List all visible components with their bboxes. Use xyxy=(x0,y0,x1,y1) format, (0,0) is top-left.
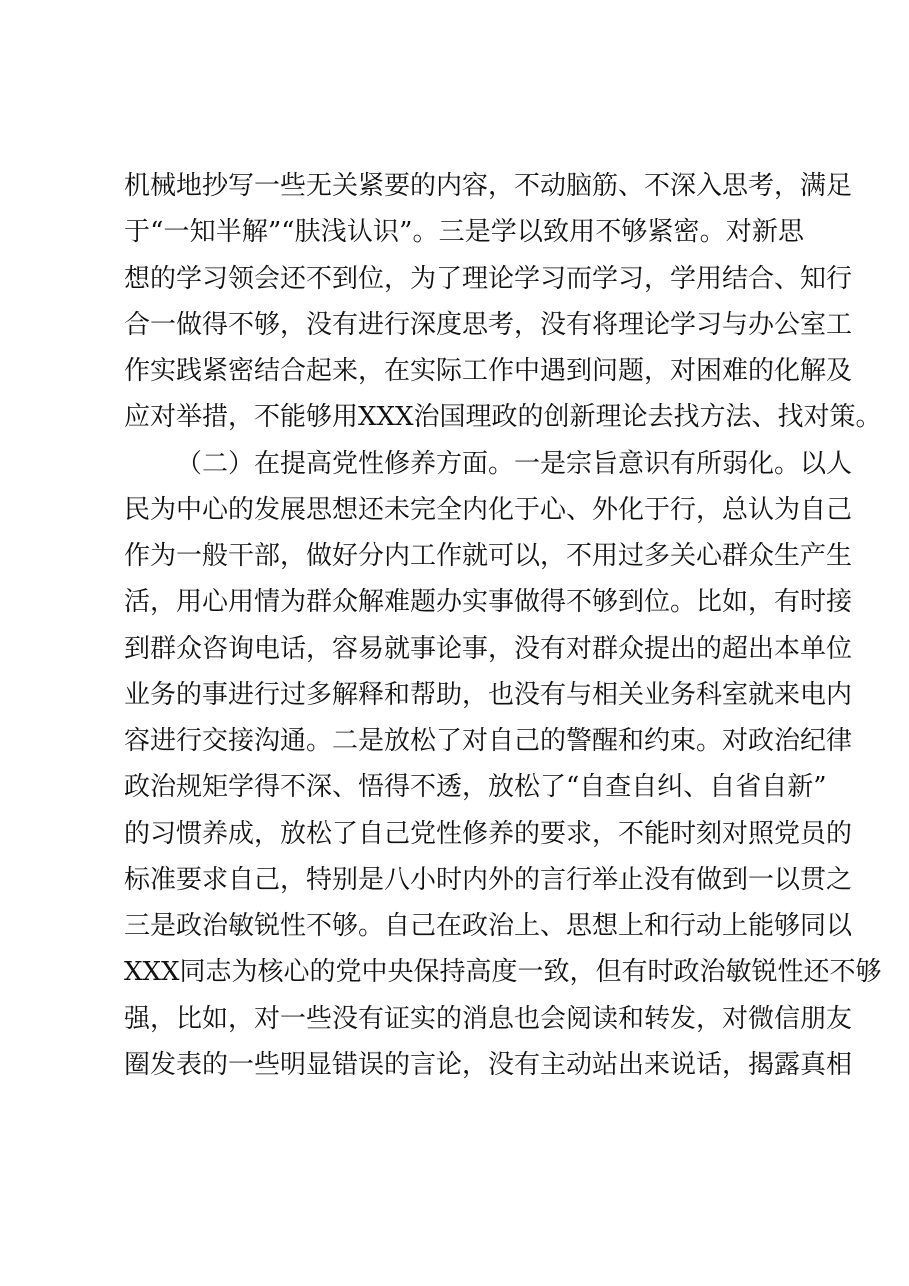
text-line: 的习惯养成，放松了自己党性修养的要求，不能时刻对照党员的 xyxy=(124,818,853,849)
text-line: 圈发表的一些明显错误的言论，没有主动站出来说话，揭露真相 xyxy=(124,1049,853,1080)
text-line: 三是政治敏锐性不够。自己在政治上、思想上和行动上能够同以 xyxy=(124,911,853,941)
text-line: 强，比如，对一些没有证实的消息也会阅读和转发，对微信朋友 xyxy=(124,1003,853,1034)
text-line: 到群众咨询电话，容易就事论事，没有对群众提出的超出本单位 xyxy=(124,633,853,664)
text-line: 政治规矩学得不深、悟得不透，放松了“自查自纠、自省自新” xyxy=(124,772,827,803)
text-line: 业务的事进行过多解释和帮助，也没有与相关业务科室就来电内 xyxy=(124,679,853,710)
text-line: 作为一般干部，做好分内工作就可以，不用过多关心群众生产生 xyxy=(124,541,853,571)
text-line: XXX同志为核心的党中央保持高度一致，但有时政治敏锐性还不够 xyxy=(124,957,882,988)
text-line: 于“一知半解”“肤浅认识”。三是学以致用不够紧密。对新思 xyxy=(124,217,804,248)
text-line: 应对举措，不能够用XXX治国理政的创新理论去找方法、找对策。 xyxy=(124,402,882,433)
text-line: 民为中心的发展思想还未完全内化于心、外化于行，总认为自己 xyxy=(124,494,853,525)
text-line: 想的学习领会还不到位，为了理论学习而学习，学用结合、知行 xyxy=(124,263,853,294)
text-line: 容进行交接沟通。二是放松了对自己的警醒和约束。对政治纪律 xyxy=(124,726,853,756)
text-line: 机械地抄写一些无关紧要的内容，不动脑筋、不深入思考，满足 xyxy=(124,171,853,201)
text-line: 活，用心用情为群众解难题办实事做得不够到位。比如，有时接 xyxy=(124,587,853,618)
text-line: 标准要求自己，特别是八小时内外的言行举止没有做到一以贯之 xyxy=(124,864,853,895)
text-line: 作实践紧密结合起来，在实际工作中遇到问题，对困难的化解及 xyxy=(124,356,853,386)
body-text xyxy=(124,163,882,1088)
section-heading-line: （二）在提高党性修养方面。一是宗旨意识有所弱化。以人 xyxy=(176,448,853,479)
text-line: 合一做得不够，没有进行深度思考，没有将理论学习与办公室工 xyxy=(124,309,853,340)
